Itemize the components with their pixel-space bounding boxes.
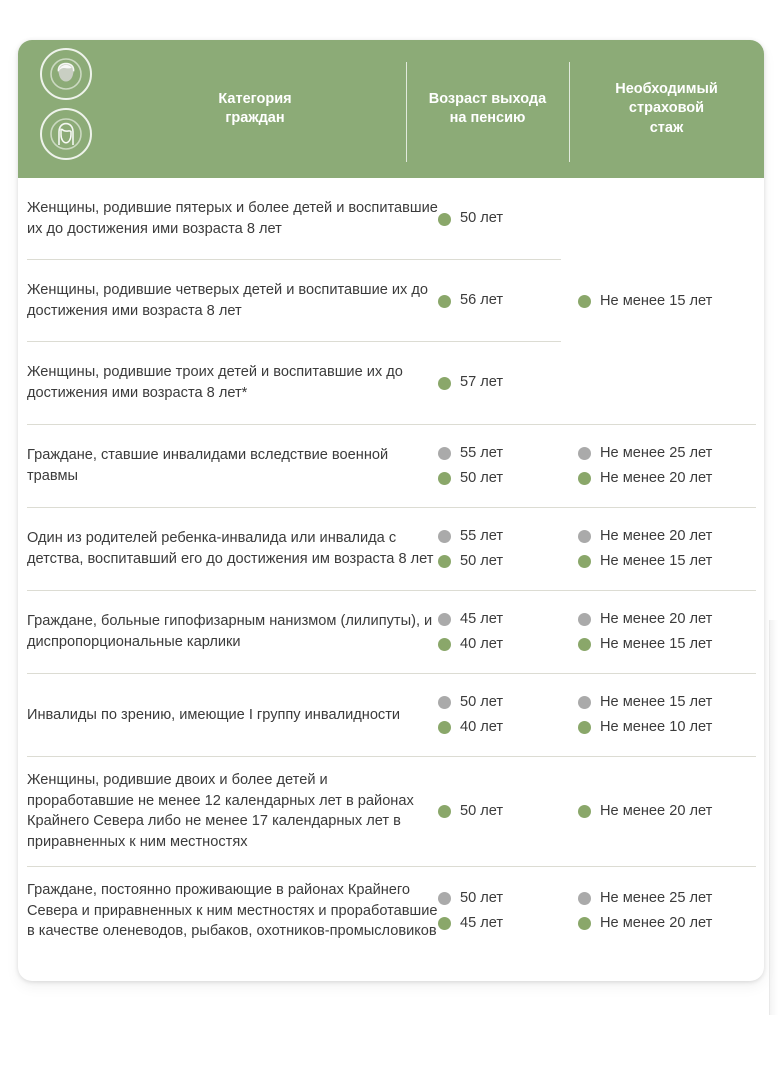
pension-table-card	[18, 40, 764, 981]
required-experience-item	[578, 886, 764, 911]
row-retirement-age-cell	[438, 799, 578, 824]
row-category-text: Один из родителей ребенка-инвалида или инвалида с детства, воспитавший его до достижения им возраста 8 лет	[27, 530, 434, 567]
retirement-age-label: 55 лет	[460, 527, 504, 544]
required-experience-item	[578, 466, 764, 491]
row-required-experience-cell	[578, 799, 764, 824]
retirement-age-label: 40 лет	[460, 719, 504, 735]
required-experience-item	[578, 441, 764, 466]
table-group	[18, 757, 764, 866]
retirement-age-item	[438, 206, 578, 231]
retirement-age-label: 56 лет	[460, 292, 504, 309]
female-marker-dot-icon	[438, 295, 451, 308]
required-experience-item	[578, 911, 764, 936]
retirement-age-item	[438, 911, 578, 936]
table-row	[18, 674, 764, 756]
row-retirement-age-cell	[438, 206, 578, 231]
row-retirement-age-cell	[438, 607, 578, 657]
header-category-line2: граждан	[225, 110, 285, 126]
retirement-age-item	[438, 288, 578, 313]
female-marker-dot-icon	[578, 917, 591, 930]
header-experience-line1: Необходимый	[615, 81, 718, 98]
male-marker-dot-icon	[578, 892, 591, 905]
header-experience-line3: стаж	[649, 119, 684, 136]
table-group	[18, 178, 764, 424]
required-experience-label: Не менее 25 лет	[600, 444, 713, 461]
female-marker-dot-icon	[438, 805, 451, 818]
required-experience-label: Не менее 15 лет	[600, 293, 713, 309]
row-category-text: Женщины, родившие двоих и более детей и проработавшие не менее 12 календарных лет в районах Крайнего Севера либо не менее 17 календарных лет в приравненных к ним местностях	[27, 772, 414, 851]
table-header	[18, 40, 764, 178]
retirement-age-list	[438, 690, 578, 740]
required-experience-item	[578, 690, 764, 715]
required-experience-label: Не менее 15 лет	[600, 636, 713, 652]
female-marker-dot-icon	[578, 295, 591, 308]
required-experience-list	[578, 799, 764, 824]
table-row	[18, 178, 764, 260]
header-column-experience	[569, 80, 764, 137]
row-category-text: Граждане, больные гипофизарным нанизмом (лилипуты), и диспропорциональные карлики	[27, 613, 433, 650]
row-category-text: Граждане, постоянно проживающие в районах Крайнего Севера и приравненных к ним местностях и проработавшие в качестве оленеводов, рыбаков, охотников-промысловиков	[27, 881, 438, 940]
table-group	[18, 591, 764, 673]
required-experience-label: Не менее 20 лет	[600, 610, 713, 627]
retirement-age-item	[438, 441, 578, 466]
required-experience-label: Не менее 15 лет	[600, 553, 713, 569]
female-marker-dot-icon	[438, 377, 451, 390]
row-category-text: Женщины, родившие четверых детей и воспитавшие их до достижения ими возраста 8 лет	[27, 282, 429, 319]
retirement-age-list	[438, 206, 578, 231]
retirement-age-item	[438, 549, 578, 574]
retirement-age-label: 50 лет	[460, 470, 504, 486]
row-category-text: Женщины, родившие троих детей и воспитавшие их до достижения ими возраста 8 лет*	[27, 364, 403, 401]
row-category-text: Женщины, родившие пятерых и более детей и воспитавшие их до достижения ими возраста 8 лет	[27, 200, 438, 237]
group-shared-experience-cell	[578, 289, 764, 314]
male-marker-dot-icon	[578, 447, 591, 460]
male-marker-dot-icon	[438, 530, 451, 543]
female-marker-dot-icon	[578, 555, 591, 568]
row-retirement-age-cell	[438, 690, 578, 740]
female-marker-dot-icon	[578, 805, 591, 818]
retirement-age-list	[438, 886, 578, 936]
retirement-age-label: 55 лет	[460, 444, 504, 461]
required-experience-label: Не менее 20 лет	[600, 914, 713, 931]
header-age-line1: Возраст выхода	[428, 90, 547, 107]
table-row	[18, 757, 764, 866]
row-category-text: Инвалиды по зрению, имеющие I группу инвалидности	[27, 706, 401, 723]
required-experience-list	[578, 441, 764, 491]
retirement-age-item	[438, 607, 578, 632]
required-experience-label: Не менее 20 лет	[600, 802, 713, 819]
table-row	[18, 342, 764, 424]
required-experience-label: Не менее 25 лет	[600, 889, 713, 906]
retirement-age-item	[438, 690, 578, 715]
retirement-age-label: 40 лет	[460, 636, 504, 652]
row-retirement-age-cell	[438, 524, 578, 574]
table-group	[18, 674, 764, 756]
retirement-age-item	[438, 886, 578, 911]
male-marker-dot-icon	[578, 530, 591, 543]
male-marker-dot-icon	[438, 447, 451, 460]
female-marker-dot-icon	[438, 555, 451, 568]
retirement-age-label: 50 лет	[460, 693, 504, 710]
male-marker-dot-icon	[578, 613, 591, 626]
retirement-age-item	[438, 715, 578, 740]
required-experience-label: Не менее 20 лет	[600, 470, 713, 486]
row-retirement-age-cell	[438, 441, 578, 491]
table-row	[18, 425, 764, 507]
table-group	[18, 867, 764, 955]
header-column-category	[18, 90, 406, 128]
female-marker-dot-icon	[438, 917, 451, 930]
table-row	[18, 508, 764, 590]
row-required-experience-cell	[578, 886, 764, 936]
retirement-age-item	[438, 466, 578, 491]
required-experience-list	[578, 690, 764, 740]
male-marker-dot-icon	[438, 892, 451, 905]
required-experience-item	[578, 799, 764, 824]
retirement-age-list	[438, 607, 578, 657]
retirement-age-list	[438, 441, 578, 491]
table-group	[18, 425, 764, 507]
row-required-experience-cell	[578, 441, 764, 491]
retirement-age-label: 50 лет	[460, 802, 504, 819]
required-experience-list	[578, 886, 764, 936]
row-retirement-age-cell	[438, 886, 578, 936]
retirement-age-list	[438, 288, 578, 313]
retirement-age-item	[438, 524, 578, 549]
row-required-experience-cell	[578, 690, 764, 740]
retirement-age-item	[438, 799, 578, 824]
required-experience-label: Не менее 15 лет	[600, 693, 713, 710]
row-retirement-age-cell	[438, 370, 578, 395]
retirement-age-list	[438, 370, 578, 395]
female-marker-dot-icon	[438, 638, 451, 651]
retirement-age-list	[438, 799, 578, 824]
required-experience-list	[578, 607, 764, 657]
header-column-age	[406, 90, 569, 128]
row-required-experience-cell	[578, 607, 764, 657]
retirement-age-label: 45 лет	[460, 914, 504, 931]
required-experience-label: Не менее 10 лет	[600, 719, 713, 735]
required-experience-item	[578, 607, 764, 632]
female-marker-dot-icon	[438, 213, 451, 226]
table-group	[18, 508, 764, 590]
retirement-age-list	[438, 524, 578, 574]
row-category-text: Граждане, ставшие инвалидами вследствие военной травмы	[27, 447, 389, 484]
female-marker-dot-icon	[438, 721, 451, 734]
retirement-age-label: 50 лет	[460, 210, 504, 227]
row-retirement-age-cell	[438, 288, 578, 313]
required-experience-item	[578, 715, 764, 740]
table-body	[18, 178, 764, 981]
required-experience-list	[578, 289, 712, 314]
female-marker-dot-icon	[438, 472, 451, 485]
female-marker-dot-icon	[578, 472, 591, 485]
required-experience-item	[578, 632, 764, 657]
table-row	[18, 591, 764, 673]
vertical-scrollbar[interactable]	[769, 620, 778, 1015]
header-age-line2: на пенсию	[449, 110, 526, 126]
retirement-age-label: 45 лет	[460, 610, 504, 627]
row-required-experience-cell	[578, 524, 764, 574]
required-experience-label: Не менее 20 лет	[600, 527, 713, 544]
male-marker-dot-icon	[578, 696, 591, 709]
table-row	[18, 867, 764, 955]
retirement-age-label: 50 лет	[460, 553, 504, 569]
female-marker-dot-icon	[578, 638, 591, 651]
retirement-age-label: 57 лет	[460, 374, 504, 391]
male-marker-dot-icon	[438, 696, 451, 709]
retirement-age-item	[438, 370, 578, 395]
required-experience-item	[578, 549, 764, 574]
female-marker-dot-icon	[578, 721, 591, 734]
retirement-age-label: 50 лет	[460, 889, 504, 906]
header-category-line1: Категория	[218, 90, 292, 107]
required-experience-item	[578, 524, 764, 549]
header-experience-line2: страховой	[628, 100, 705, 117]
required-experience-item	[578, 289, 712, 314]
male-marker-dot-icon	[438, 613, 451, 626]
required-experience-list	[578, 524, 764, 574]
retirement-age-item	[438, 632, 578, 657]
